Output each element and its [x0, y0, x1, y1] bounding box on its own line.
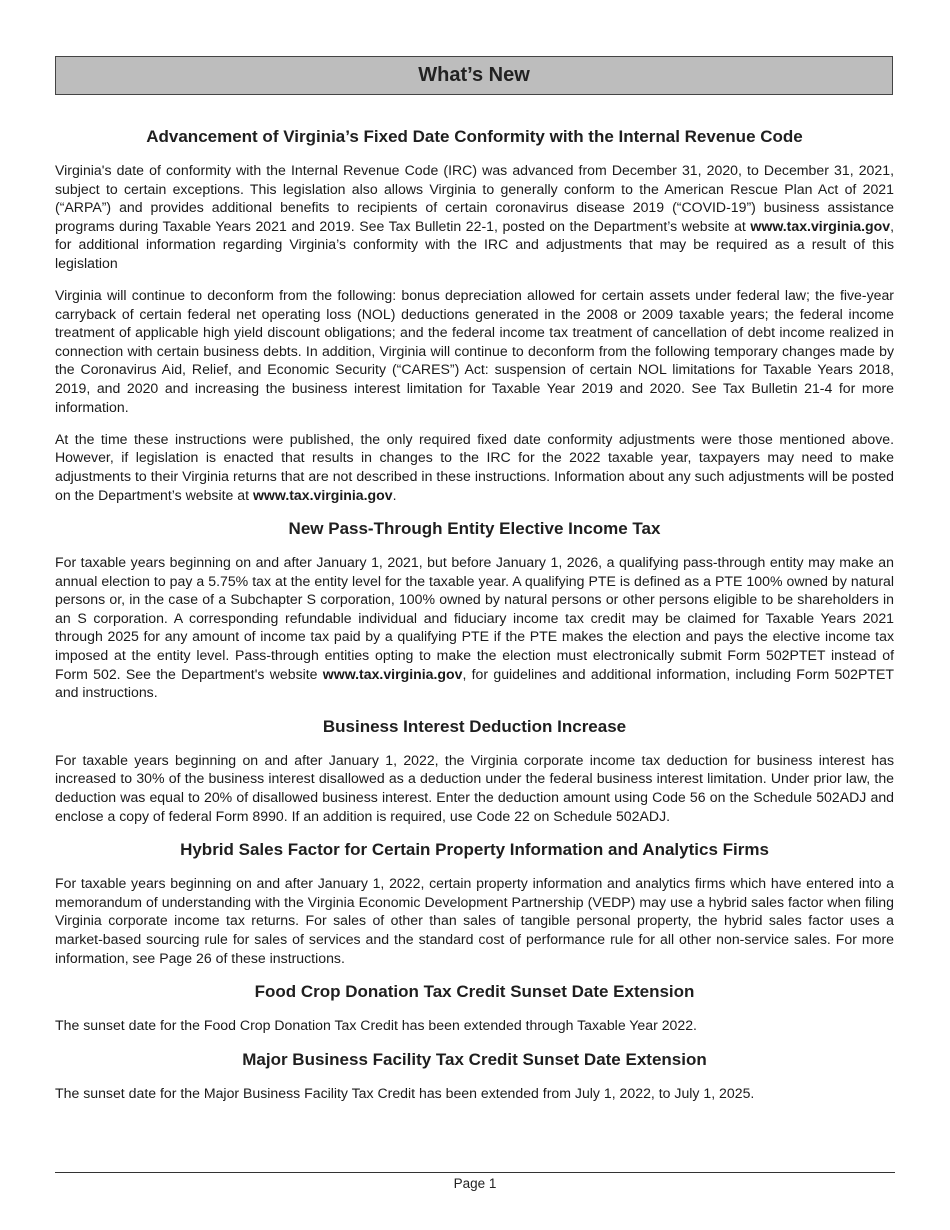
- paragraph-conformity-date: Virginia's date of conformity with the Internal Revenue Code (IRC) was advanced from December 31, 2020, to December 31, 2021, subject to certain exceptions. This legislation also allows Virginia to generally conform to the American Rescue Plan Act of 2021 (“ARPA”) and provides additional benefits to recipients of certain coronavirus disease 2019 (“COVID-19”) business assistance programs during Taxable Years 2021 and 2019. See Tax Bulletin 22-1, posted on the Department’s website at www.tax.virginia.gov, for additional information regarding Virginia’s conformity with the IRC and adjustments that may be required as a result of this legislation: [55, 162, 894, 271]
- whats-new-banner: What’s New: [55, 56, 893, 95]
- section-heading-hybrid-sales-factor: Hybrid Sales Factor for Certain Property Information and Analytics Firms: [180, 840, 769, 860]
- footer-divider: [55, 1172, 895, 1173]
- section-heading-food-crop-credit: Food Crop Donation Tax Credit Sunset Date Extension: [254, 982, 695, 1002]
- paragraph-business-interest: For taxable years beginning on and after January 1, 2022, the Virginia corporate income tax deduction for business interest has increased to 30% of the business interest disallowed as a deduction under the federal business interest limitation. Under prior law, the deduction was equal to 20% of disallowed business interest. Enter the deduction amount using Code 56 on the Schedule 502ADJ and enclose a copy of federal Form 8990. If an addition is required, use Code 22 on Schedule 502ADJ.: [55, 751, 894, 824]
- section-heading-fixed-date-conformity: Advancement of Virginia’s Fixed Date Conformity with the Internal Revenue Code: [146, 127, 803, 146]
- website-link[interactable]: www.tax.virginia.gov: [322, 665, 463, 682]
- page-number: Page 1: [453, 1176, 497, 1191]
- paragraph-pte-elective-tax: For taxable years beginning on and after January 1, 2021, but before January 1, 2026, a qualifying pass-through entity may make an annual election to pay a 5.75% tax at the entity level for the taxable year. A qualifying PTE is defined as a PTE 100% owned by natural persons or, in the case of a Subchapter S corporation, 100% owned by natural persons or other persons eligible to be shareholders in an S corporation. A corresponding refundable individual and fiduciary income tax credit may be claimed for Taxable Years 2021 through 2025 for any amount of income tax paid by a qualifying PTE if the PTE makes the election and pays the elective income tax imposed at the entity level. Pass-through entities opting to make the election must electronically submit Form 502PTET instead of Form 502. See the Department's website www.tax.virginia.gov, for guidelines and additional information, including Form 502PTET and instructions.: [55, 554, 894, 701]
- section-heading-major-business-facility: Major Business Facility Tax Credit Sunset Date Extension: [242, 1049, 707, 1069]
- website-link[interactable]: www.tax.virginia.gov: [750, 217, 891, 234]
- section-heading-pte-elective-tax: New Pass-Through Entity Elective Income Tax: [288, 519, 661, 539]
- paragraph-fixed-date-adjustments: At the time these instructions were published, the only required fixed date conformity adjustments were those mentioned above. However, if legislation is enacted that results in changes to the IRC for the 2022 taxable year, taxpayers may need to make adjustments to their Virginia returns that are not described in these instructions. Information about any such adjustments will be posted on the Department’s website at www.tax.virginia.gov.: [55, 430, 894, 503]
- section-heading-business-interest: Business Interest Deduction Increase: [322, 716, 627, 736]
- paragraph-deconformity: Virginia will continue to deconform from the following: bonus depreciation allowed for certain assets under federal law; the five-year carryback of certain federal net operating loss (NOL) deductions generated in the 2008 or 2009 taxable years; the federal income treatment of applicable high yield discount obligations; and the federal income tax treatment of cancellation of debt income realized in connection with certain business debts. In addition, Virginia will continue to deconform from the following temporary changes made by the Coronavirus Aid, Relief, and Economic Security (“CARES”) Act: suspension of certain NOL limitations for Taxable Years 2018, 2019, and 2020 and increasing the business interest limitation for Taxable Year 2019 and 2020. See Tax Bulletin 21-4 for more information.: [55, 287, 894, 415]
- website-link[interactable]: www.tax.virginia.gov: [252, 486, 393, 503]
- document-page: [55, 56, 894, 1102]
- paragraph-food-crop-credit: The sunset date for the Food Crop Donation Tax Credit has been extended through Taxable Year 2022.: [55, 1017, 697, 1034]
- paragraph-major-business-facility: The sunset date for the Major Business Facility Tax Credit has been extended from July 1, 2022, to July 1, 2025.: [55, 1084, 755, 1101]
- paragraph-hybrid-sales-factor: For taxable years beginning on and after January 1, 2022, certain property information and analytics firms which have entered into a memorandum of understanding with the Virginia Economic Development Partnership (VEDP) may use a hybrid sales factor when filing Virginia corporate income tax returns. For sales of other than sales of tangible personal property, the hybrid sales factor uses a market-based sourcing rule for sales of services and the standard cost of performance rule for all other non-service sales. For more information, see Page 26 of these instructions.: [55, 875, 894, 966]
